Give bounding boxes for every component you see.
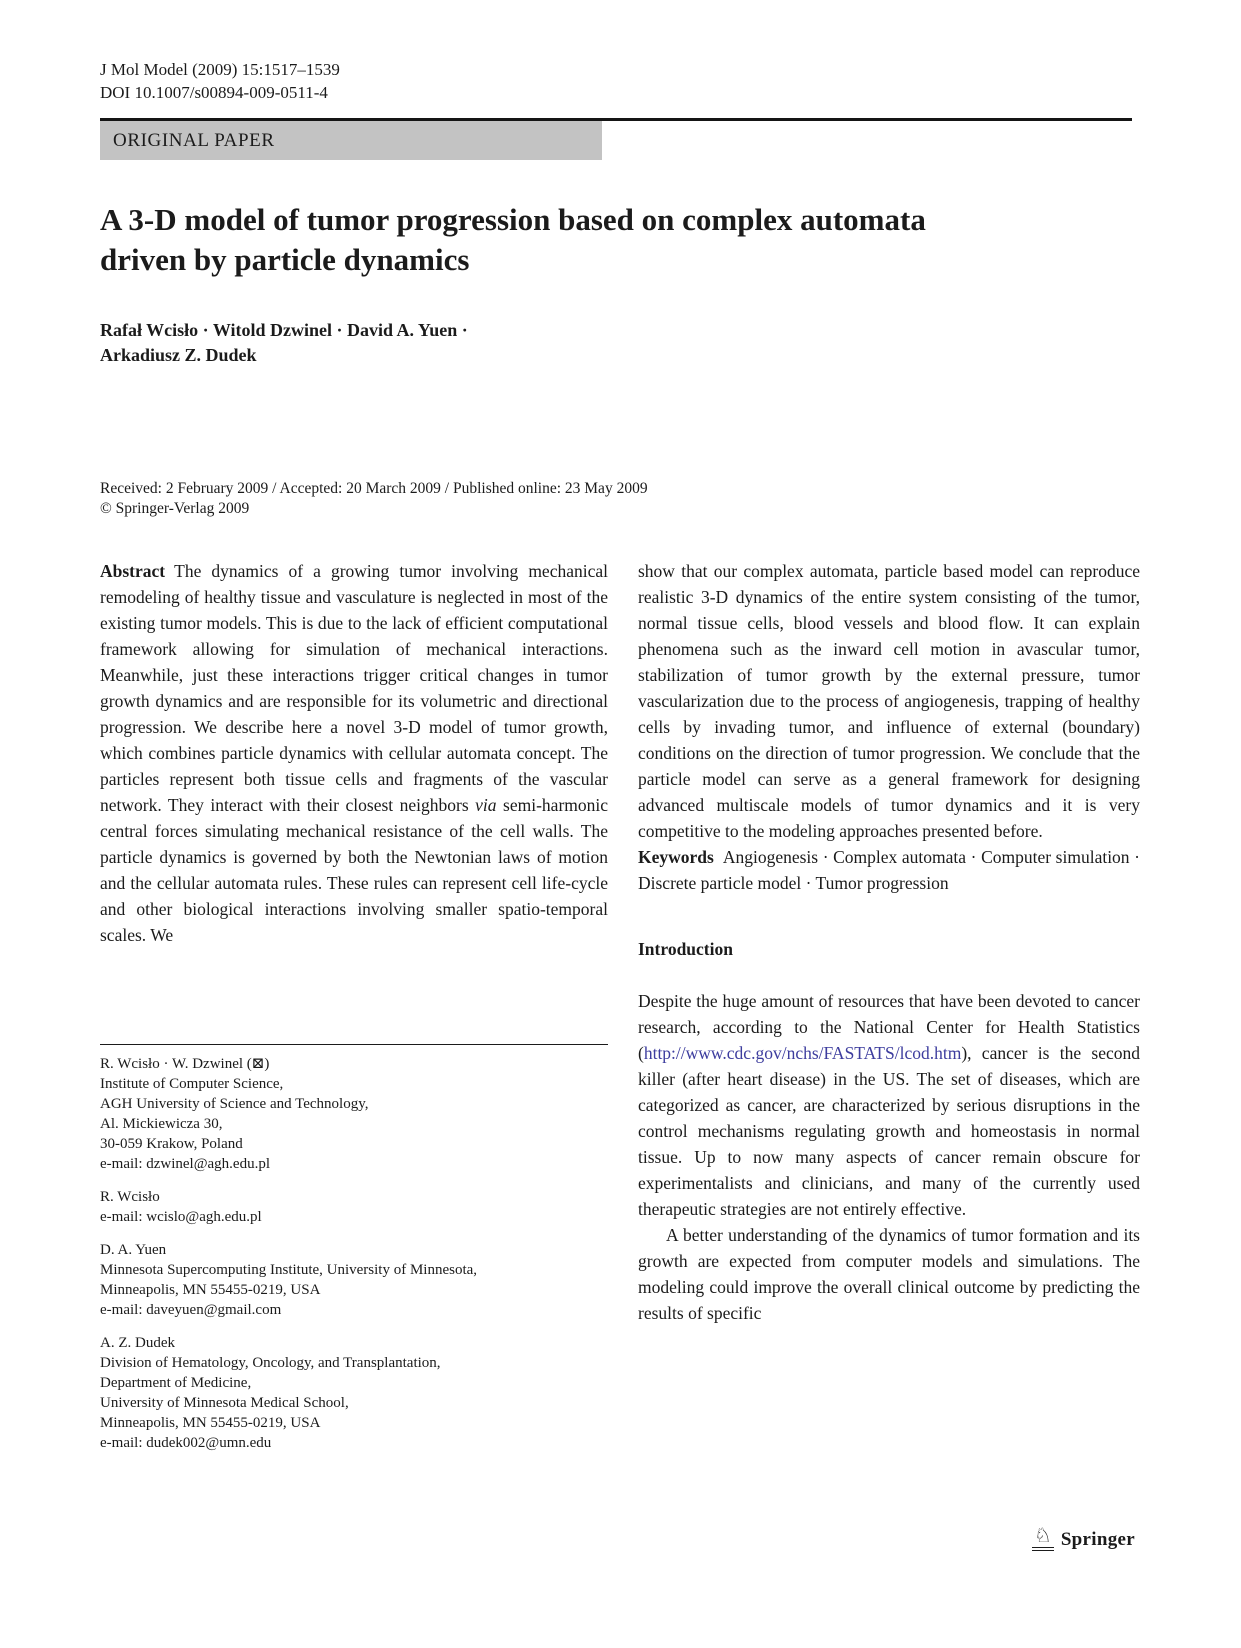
footnote-line: University of Minnesota Medical School, [100, 1395, 349, 1411]
intro-paragraph-2: A better understanding of the dynamics of tumor formation and its growth are expected from computer models and simulations. The modeling could improve the overall clinical outcome by predicting the results of specific [638, 1225, 1140, 1323]
abstract-via-italic: via [475, 795, 497, 815]
cdc-link[interactable]: http://www.cdc.gov/nchs/FASTATS/lcod.htm [643, 1043, 962, 1063]
footnote-line: Division of Hematology, Oncology, and Transplantation, [100, 1355, 441, 1371]
footnote-group [100, 1187, 608, 1227]
abstract-paragraph [100, 558, 608, 948]
keywords-block [638, 844, 1140, 896]
introduction-heading: Introduction [638, 939, 733, 959]
keywords-text: Angiogenesis · Complex automata · Computer simulation · Discrete particle model · Tumor progression [638, 847, 1140, 893]
springer-logo [1032, 1526, 1135, 1551]
journal-ref: J Mol Model (2009) 15:1517–1539 [100, 60, 340, 79]
footnote-line: Institute of Computer Science, [100, 1076, 284, 1092]
authors-line-2: Arkadiusz Z. Dudek [100, 345, 257, 365]
right-column [638, 558, 1140, 1326]
abstract-continuation: show that our complex automata, particle based model can reproduce realistic 3-D dynamics of the entire system consisting of the tumor, normal tissue cells, blood vessels and blood flow. It can explain phenomena such as the inward cell motion in avascular tumor, stabilization of tumor growth by the external pressure, tumor vascularization due to the process of angiogenesis, trapping of healthy cells by invading tumor, and influence of external (boundary) conditions on the direction of tumor progression. We conclude that the particle model can serve as a general framework for designing advanced multiscale models of tumor dynamics and it is very competitive to the modeling approaches presented before. [638, 561, 1140, 841]
footnote-group [100, 1054, 608, 1174]
keywords-label: Keywords [638, 847, 714, 867]
authors-line-1: Rafał Wcisło · Witold Dzwinel · David A. Yuen · [100, 320, 468, 340]
intro-paragraph-1 [638, 988, 1140, 1222]
intro-p1-seg2: ), cancer is the second killer (after heart disease) in the US. The set of diseases, which are categorized as cancer, are characterized by serious disruptions in the control mechanisms regulating growth and homeostasis in normal tissue. Up to now many aspects of cancer remain obscure for experimentalists and clinicians, and many of the currently used therapeutic strategies are not entirely effective. [638, 1043, 1140, 1219]
footnote-line: Department of Medicine, [100, 1375, 252, 1391]
affiliations-footnote [100, 1044, 608, 1466]
springer-knight-icon: ♘ [1032, 1526, 1054, 1551]
footnote-line: D. A. Yuen [100, 1242, 167, 1258]
footnote-line: e-mail: wcislo@agh.edu.pl [100, 1209, 262, 1225]
received-line: Received: 2 February 2009 / Accepted: 20 March 2009 / Published online: 23 May 2009 [100, 480, 648, 497]
footnote-line: AGH University of Science and Technology, [100, 1096, 369, 1112]
footnote-group [100, 1240, 608, 1320]
paper-title: A 3-D model of tumor progression based on complex automata driven by particle dynamics [100, 202, 926, 277]
footnote-line: R. Wcisło [100, 1189, 160, 1205]
intro-p1-seg1: Despite the huge amount of resources that have been devoted to cancer research, according to the National Center for Health Statistics ( [638, 991, 1140, 1063]
footnote-line: 30-059 Krakow, Poland [100, 1136, 243, 1152]
footnote-line: Minneapolis, MN 55455-0219, USA [100, 1415, 321, 1431]
footnote-line: Minnesota Supercomputing Institute, University of Minnesota, [100, 1262, 478, 1278]
journal-header [100, 58, 340, 104]
abstract-text-1: The dynamics of a growing tumor involving mechanical remodeling of healthy tissue and vasculature is neglected in most of the existing tumor models. This is due to the lack of efficient computational framework allowing for simulation of mechanical interactions. Meanwhile, just these interactions trigger critical changes in tumor growth dynamics and are responsible for its volumetric and directional progression. We describe here a novel 3-D model of tumor growth, which combines particle dynamics with cellular automata concept. The particles represent both tissue cells and fragments of the vascular network. They interact with their closest neighbors [100, 561, 608, 815]
footnote-line: Al. Mickiewicza 30, [100, 1116, 223, 1132]
envelope-icon: ⊠ [251, 1056, 265, 1072]
dates-block [100, 479, 648, 518]
footnote-lines [100, 1074, 608, 1174]
authors [100, 318, 468, 368]
footnote-line: e-mail: dudek002@umn.edu [100, 1435, 272, 1451]
springer-wordmark: Springer [1060, 1529, 1135, 1550]
abstract-label: Abstract [100, 561, 166, 581]
footnote-group [100, 1333, 608, 1453]
doi-line: DOI 10.1007/s00894-009-0511-4 [100, 83, 328, 102]
abstract-text-2: semi-harmonic central forces simulating mechanical resistance of the cell walls. The particle dynamics is governed by both the Newtonian laws of motion and the cellular automata rules. These rules can represent cell life-cycle and other biological interactions involving smaller spatio-temporal scales. We [100, 795, 609, 945]
corresponding-author-names: R. Wcisło · W. Dzwinel ( [100, 1056, 252, 1072]
paper-type-badge: ORIGINAL PAPER [100, 121, 602, 160]
abstract-left-column [100, 558, 608, 948]
footnote-line: A. Z. Dudek [100, 1335, 175, 1351]
footnote-line: Minneapolis, MN 55455-0219, USA [100, 1282, 321, 1298]
corresponding-author-close: ) [264, 1056, 270, 1072]
footnote-line: e-mail: dzwinel@agh.edu.pl [100, 1156, 271, 1172]
copyright-line: © Springer-Verlag 2009 [100, 499, 250, 517]
corresponding-author-line [100, 1054, 608, 1074]
footnote-line: e-mail: daveyuen@gmail.com [100, 1302, 282, 1318]
